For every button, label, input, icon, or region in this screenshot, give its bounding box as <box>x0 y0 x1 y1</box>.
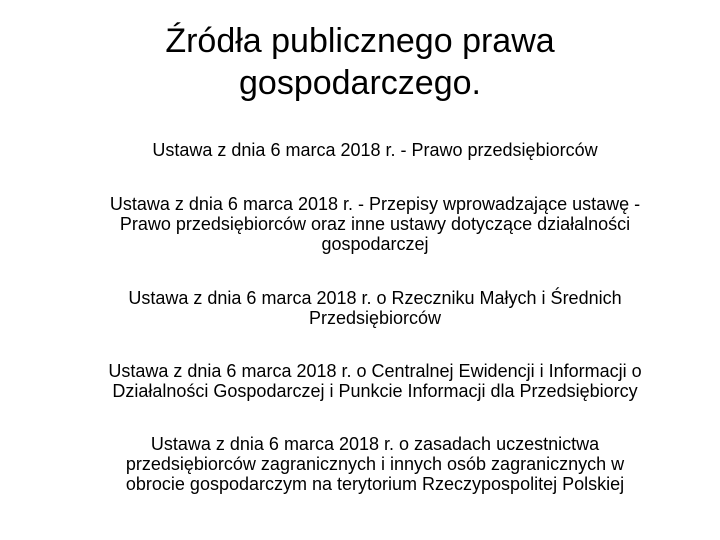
law-item-line: Ustawa z dnia 6 marca 2018 r. o Rzeczniku Małych i Średnich <box>128 288 622 308</box>
law-item-line: Prawo przedsiębiorców oraz inne ustawy dotyczące działalności <box>119 214 631 234</box>
slide-title-line-1: Źródła publicznego prawa <box>165 22 555 60</box>
law-item-line: Ustawa z dnia 6 marca 2018 r. o Centralnej Ewidencji i Informacji o <box>108 361 642 381</box>
law-item-line: gospodarczej <box>321 234 429 254</box>
law-item-ceidg <box>70 361 680 401</box>
slide-title-line-2: gospodarczego. <box>239 64 481 102</box>
law-item-line: Działalności Gospodarczej i Punkcie Informacji dla Przedsiębiorcy <box>112 381 638 401</box>
law-item-line: Ustawa z dnia 6 marca 2018 r. - Prawo przedsiębiorców <box>152 140 598 160</box>
law-item-przepisy-wprowadzajace <box>70 194 680 254</box>
law-item-line: Ustawa z dnia 6 marca 2018 r. - Przepisy wprowadzające ustawę - <box>109 194 641 214</box>
law-item-line: Przedsiębiorców <box>308 308 442 328</box>
law-item-line: przedsiębiorców zagranicznych i innych osób zagranicznych w <box>125 454 625 474</box>
law-item-prawo-przedsiebiorcow <box>70 140 680 160</box>
law-item-line: obrocie gospodarczym na terytorium Rzeczypospolitej Polskiej <box>125 474 625 494</box>
law-item-przedsiebiorcy-zagraniczni <box>70 434 680 494</box>
law-item-rzecznik-msp <box>70 288 680 328</box>
slide-title <box>80 20 640 104</box>
law-item-line: Ustawa z dnia 6 marca 2018 r. o zasadach uczestnictwa <box>150 434 600 454</box>
